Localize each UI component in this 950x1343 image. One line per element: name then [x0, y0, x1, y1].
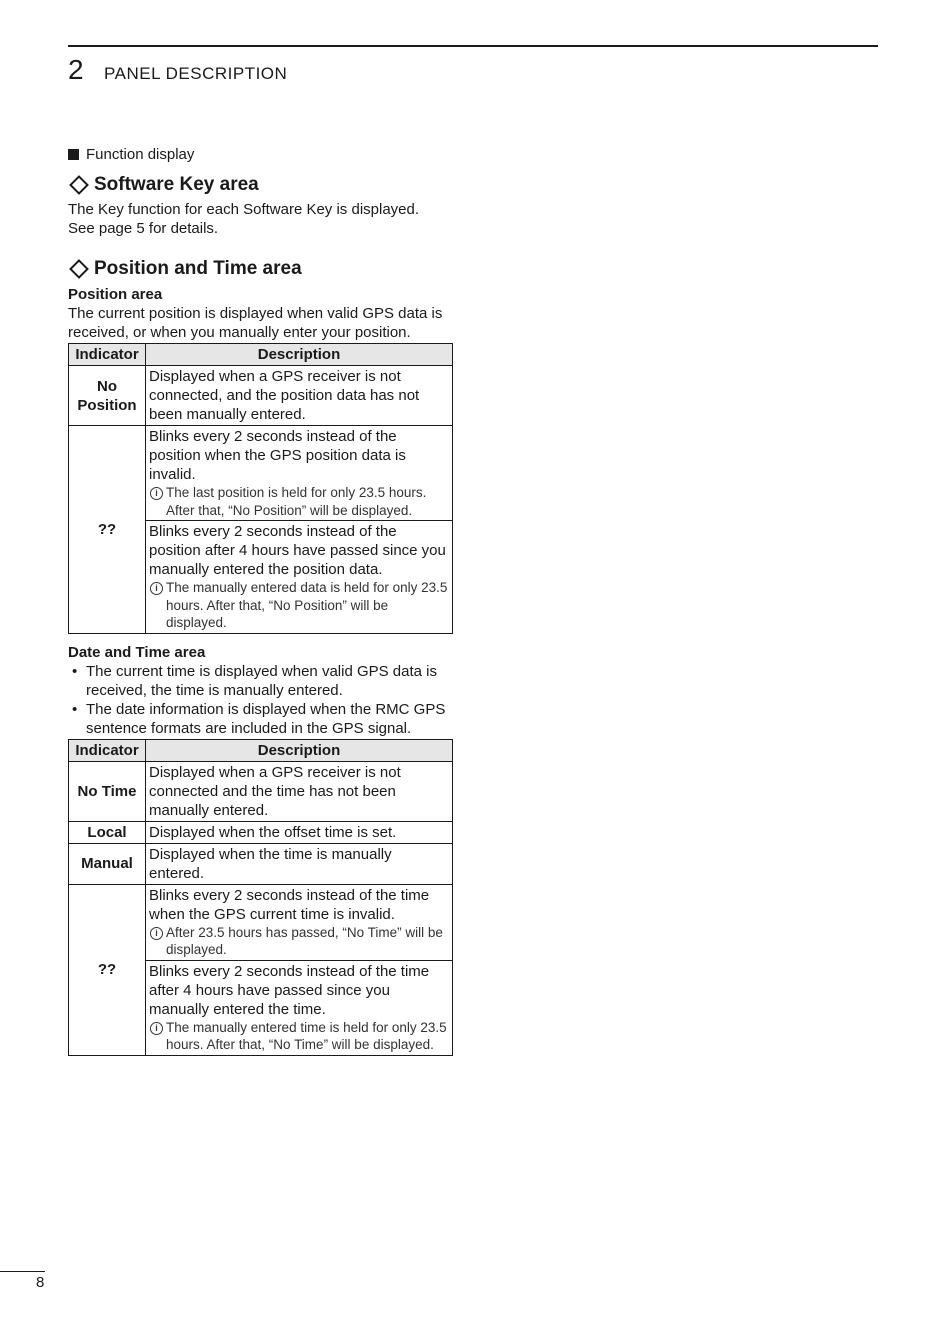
- indicator-manual: Manual: [69, 843, 146, 884]
- date-time-area-label: Date and Time area: [68, 643, 206, 661]
- note-text: After 23.5 hours has passed, “No Time” will be displayed.: [166, 924, 443, 957]
- indicator-line-1: No: [97, 377, 117, 395]
- note: [149, 1019, 449, 1054]
- note-text: The manually entered data is held for only 23.5 hours. After that, “No Position” will be displayed.: [166, 580, 448, 630]
- chapter-header: [68, 54, 287, 86]
- description-column-header: Description: [146, 344, 453, 366]
- description-text: Blinks every 2 seconds instead of the time when the GPS current time is invalid.: [149, 886, 430, 923]
- info-icon: i: [150, 487, 163, 500]
- table-row: [69, 366, 453, 426]
- note-text: The manually entered time is held for only 23.5 hours. After that, “No Time” will be displayed.: [166, 1019, 447, 1052]
- position-time-heading-text: Position and Time area: [94, 258, 302, 279]
- position-time-heading: [68, 257, 454, 281]
- description-cell: [146, 884, 453, 960]
- chapter-title: PANEL DESCRIPTION: [104, 64, 288, 83]
- description-cell: Displayed when a GPS receiver is not connected and the time has not been manually entered.: [146, 761, 453, 821]
- section-title: Function display: [86, 146, 195, 163]
- indicator-column-header: Indicator: [69, 739, 146, 761]
- info-icon: i: [150, 1022, 163, 1035]
- indicator-column-header: Indicator: [69, 344, 146, 366]
- square-bullet-icon: [68, 149, 79, 160]
- indicator-no-time: No Time: [69, 761, 146, 821]
- indicator-no-position: [69, 366, 146, 426]
- software-key-heading-text: Software Key area: [94, 174, 259, 195]
- indicator-local: Local: [69, 821, 146, 843]
- table-row: [69, 843, 453, 884]
- table-header-row: [69, 739, 453, 761]
- note-text: The last position is held for only 23.5 hours. After that, “No Position” will be displayed.: [166, 485, 427, 518]
- table-header-row: [69, 344, 453, 366]
- description-cell: Displayed when the time is manually entered.: [146, 843, 453, 884]
- diamond-icon: [69, 259, 89, 279]
- diamond-icon: [69, 175, 89, 195]
- description-text: Blinks every 2 seconds instead of the position when the GPS position data is invalid.: [149, 428, 406, 483]
- software-key-line-1: The Key function for each Software Key is displayed.: [68, 201, 420, 218]
- note: [149, 924, 449, 959]
- indicator-line-2: Position: [77, 396, 137, 414]
- indicator-question-marks: ??: [69, 884, 146, 1055]
- description-cell: [146, 960, 453, 1055]
- description-cell: Displayed when a GPS receiver is not connected, and the position data has not been manually entered.: [146, 366, 453, 426]
- indicator-question-marks: ??: [69, 426, 146, 634]
- software-key-line-2: See page 5 for details.: [68, 220, 219, 237]
- table-row: [69, 426, 453, 521]
- date-time-bullets: [68, 662, 454, 738]
- content-column: [68, 146, 454, 1056]
- info-icon: i: [150, 927, 163, 940]
- position-area-label: Position area: [68, 286, 163, 303]
- description-column-header: Description: [146, 739, 453, 761]
- list-item: • The current time is displayed when valid GPS data is received, the time is manually entered.: [68, 662, 454, 700]
- position-indicator-table: [68, 343, 453, 634]
- time-indicator-table: [68, 739, 453, 1056]
- position-area-intro: The current position is displayed when valid GPS data is received, or when you manually enter your position.: [68, 305, 443, 341]
- footer-rule: [0, 1271, 45, 1272]
- description-cell: [146, 426, 453, 521]
- page-number: 8: [36, 1274, 45, 1291]
- chapter-number: 2: [68, 54, 84, 85]
- description-cell: Displayed when the offset time is set.: [146, 821, 453, 843]
- section-heading: [68, 146, 454, 163]
- note: [149, 484, 449, 519]
- description-text: Blinks every 2 seconds instead of the position after 4 hours have passed since you manually entered the position data.: [149, 523, 446, 578]
- software-key-heading: [68, 173, 454, 197]
- table-row: [69, 821, 453, 843]
- description-text: Blinks every 2 seconds instead of the time after 4 hours have passed since you manually entered the time.: [149, 962, 430, 1018]
- table-row: [69, 884, 453, 960]
- header-rule: [68, 45, 878, 47]
- note: [149, 579, 449, 632]
- description-cell: [146, 521, 453, 634]
- list-item: • The date information is displayed when the RMC GPS sentence formats are included in the GPS signal.: [68, 700, 454, 738]
- info-icon: i: [150, 582, 163, 595]
- table-row: [69, 761, 453, 821]
- software-key-text: [68, 200, 454, 238]
